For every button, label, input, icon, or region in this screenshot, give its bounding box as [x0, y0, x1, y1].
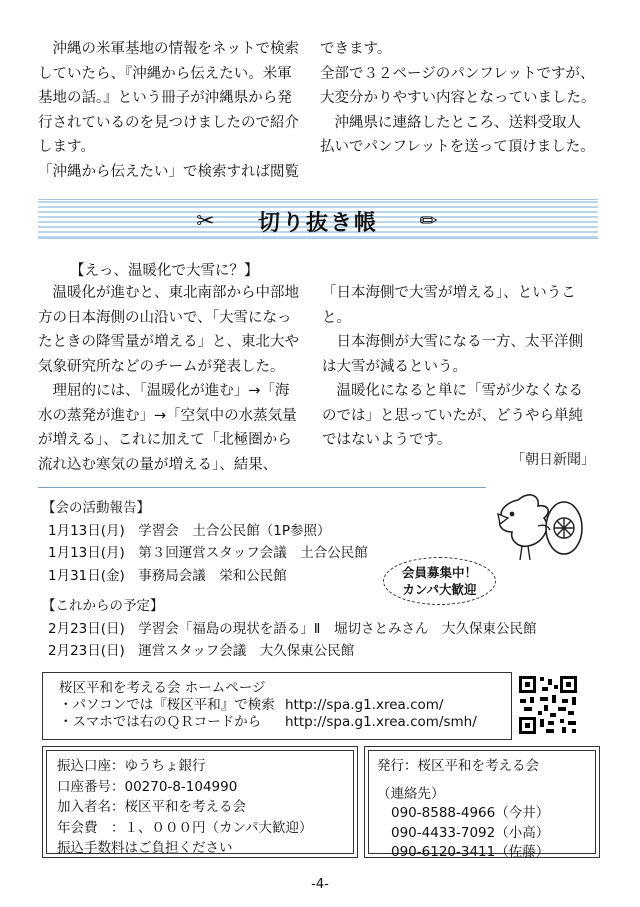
clipping-source: 「朝日新聞」: [511, 452, 595, 468]
scissors-icon: ✂: [196, 209, 217, 234]
top-article-left: [38, 37, 299, 184]
qr-code-icon[interactable]: [518, 675, 578, 735]
text-line: 沖縄県に連絡したところ、送料受取人: [320, 114, 581, 131]
upcoming-schedule: [42, 595, 536, 663]
homepage-sp-row: [59, 714, 511, 731]
mascot-bird-illustration: [478, 488, 590, 570]
text-line: 日本海側が大雪になる一方、太平洋側: [322, 334, 583, 350]
text-line: 行されているのを見つけましたので紹介: [38, 114, 299, 131]
schedule-heading: 【これからの予定】: [42, 598, 164, 614]
contact-label: （連絡先）: [377, 785, 445, 802]
text-line: たときの降雪量が増える」と、東北大や: [38, 334, 299, 350]
text-line: 温暖化になると単に「雪が少なくなる: [322, 383, 583, 399]
text-line: ではないようです。: [322, 432, 452, 448]
badge-line: カンパ大歓迎: [402, 582, 477, 597]
phone-number: 090-4433-7092（小高）: [391, 824, 550, 841]
text-line: と。: [322, 309, 351, 326]
bank-line: 加入者名：桜区平和を考える会: [57, 799, 246, 815]
text-line: 気象研究所などのチームが発表した。: [38, 358, 285, 375]
text-line: 基地の話。』という冊子が沖縄県から発: [38, 90, 292, 106]
list-item: 2月23日(日) 学習会「福島の現状を語る」Ⅱ 堀切さとみさん 大久保東公民館: [48, 620, 537, 637]
homepage-title: 桜区平和を考える会 ホームページ: [59, 680, 266, 696]
homepage-box: [42, 672, 512, 740]
text-line: 「沖縄から伝えたい」で検索すれば閲覧: [38, 163, 299, 180]
banner-title: 切り抜き帳: [257, 211, 378, 236]
text-line: できます。: [320, 41, 392, 57]
clipping-heading: 【えっ、温暖化で大雪に？】: [70, 263, 259, 279]
page-number: -4-: [311, 877, 329, 892]
list-item: 2月23日(日) 運営スタッフ会議 大久保東公民館: [48, 643, 355, 659]
text-line: します。: [38, 139, 95, 155]
text-line: 流れ込む寒気の量が増える」、結果、: [38, 456, 278, 473]
top-article-right: [320, 37, 596, 160]
bank-info-box: [42, 746, 358, 858]
text-line: は大雪が減るという。: [322, 358, 467, 375]
section-divider: [38, 487, 486, 488]
homepage-pc-label: ・パソコンでは『桜区平和』で検索: [59, 697, 275, 713]
activity-report: [42, 497, 368, 587]
text-line: 全部で３２ページのパンフレットですが、: [320, 65, 595, 82]
text-line: していたら、『沖縄から伝えたい。米軍: [38, 65, 292, 82]
list-item: 1月31日(金) 事務局会議 栄和公民館: [48, 567, 287, 584]
activity-heading: 【会の活動報告】: [42, 500, 150, 516]
bank-info-inner: [46, 750, 354, 854]
text-line: 方の日本海側の山沿いで、「大雪になっ: [38, 309, 292, 326]
list-item: 1月13日(月) 学習会 土合公民館（1P参照）: [48, 522, 331, 539]
bank-line: 年会費 ：１、０００円（カンパ大歓迎）: [57, 819, 313, 836]
text-line: 水の蒸発が進む」→「空気中の水蒸気量: [38, 407, 297, 424]
badge-line: 会員募集中！: [401, 565, 477, 580]
publisher-box: [364, 746, 600, 858]
text-line: 温暖化が進むと、東北南部から中部地: [38, 285, 299, 301]
text-line: 理屈的には、「温暖化が進む」→「海: [38, 383, 290, 399]
text-line: 大変分かりやすい内容となっていました。: [320, 90, 596, 106]
homepage-sp-label: ・スマホでは右のＱＲコードから: [59, 714, 262, 730]
phone-number: 090-6120-3411（佐藤）: [391, 844, 550, 860]
phone-number: 090-8588-4966（今井）: [391, 805, 550, 821]
publisher-title: 発行：桜区平和を考える会: [377, 758, 539, 774]
bank-line: 振込口座：ゆうちょ銀行: [57, 758, 206, 774]
text-line: 「日本海側で大雪が増える」、というこ: [322, 285, 576, 301]
text-line: 沖縄の米軍基地の情報をネットで検索: [38, 41, 299, 57]
banner-title-row: [38, 206, 598, 237]
clipping-left: [38, 281, 299, 477]
section-banner: [38, 199, 598, 239]
list-item: 1月13日(月) 第３回運営スタッフ会議 土合公民館: [48, 545, 368, 561]
publisher-inner: [368, 750, 596, 860]
bank-line: 振込手数料はご負担ください: [57, 840, 233, 856]
bank-line: 口座番号：00270-8-104990: [57, 778, 238, 795]
homepage-pc-url[interactable]: http://spa.g1.xrea.com/: [285, 697, 444, 713]
homepage-pc-row: [59, 697, 511, 714]
homepage-sp-url[interactable]: http://spa.g1.xrea.com/smh/: [285, 714, 477, 730]
text-line: 払いでパンフレットを送って頂けました。: [320, 139, 595, 155]
text-line: が増える」、これに加えて「北極圏から: [38, 432, 292, 448]
pencil-icon: ✏: [419, 209, 440, 234]
text-line: のでは」と思っていたが、どうやら単純: [322, 407, 583, 424]
clipping-right: [322, 281, 583, 453]
